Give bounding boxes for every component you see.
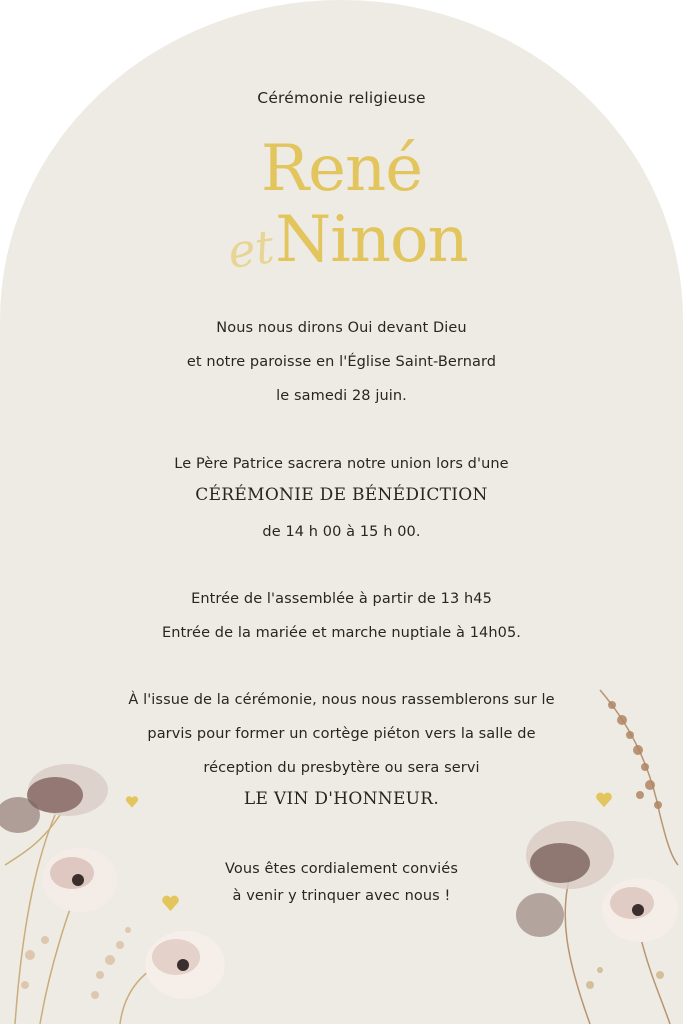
connector-et: et (224, 219, 278, 279)
text-line: à venir y trinquer avec nous ! (232, 888, 451, 904)
text-line: réception du presbytère ou sera servi (203, 760, 480, 776)
text-line: Le Père Patrice sacrera notre union lors d'une (174, 456, 509, 472)
subtitle: Cérémonie religieuse (257, 89, 426, 107)
text-line: Vous êtes cordialement conviés (225, 861, 458, 877)
bride-name: Ninon (275, 203, 468, 277)
groom-name: René (260, 132, 423, 206)
branch-icon (500, 685, 683, 1024)
text-line: Entrée de la mariée et marche nuptiale à 14h05. (161, 625, 522, 641)
text-line: le samedi 28 juin. (276, 388, 407, 404)
text-line: et notre paroisse en l'Église Saint-Bernard (186, 354, 497, 370)
ceremony-heading: CÉRÉMONIE DE BÉNÉDICTION (195, 485, 488, 505)
text-line: À l'issue de la cérémonie, nous nous rassemblerons sur le (128, 692, 555, 708)
text-line: parvis pour former un cortège piéton vers la salle de (147, 726, 536, 742)
flower-icon (0, 755, 240, 1024)
text-line: de 14 h 00 à 15 h 00. (262, 524, 421, 540)
text-line: Entrée de l'assemblée à partir de 13 h45 (191, 591, 492, 607)
text-line: Nous nous dirons Oui devant Dieu (216, 320, 467, 336)
reception-heading: LE VIN D'HONNEUR. (243, 789, 440, 809)
